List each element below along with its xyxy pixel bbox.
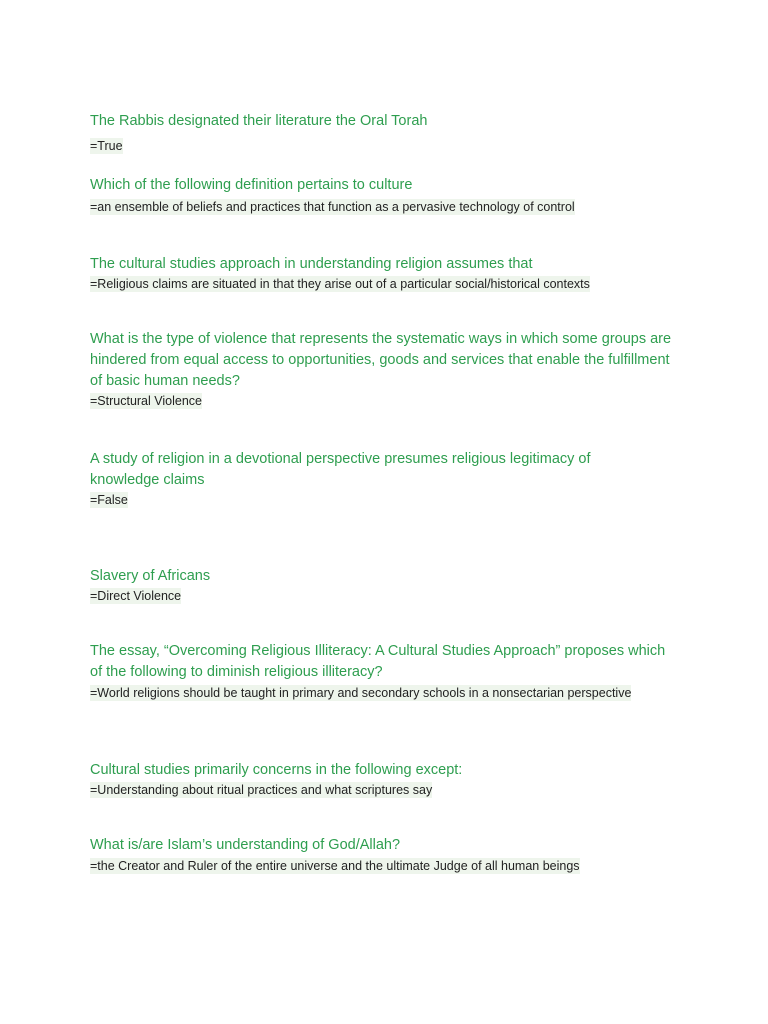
answer-text: =Religious claims are situated in that they arise out of a particular social/historical contexts — [90, 277, 590, 291]
question-text: What is/are Islam’s understanding of God/Allah? — [90, 837, 401, 853]
answer-text: =Understanding about ritual practices and what scriptures say — [90, 783, 433, 797]
answer-text: =World religions should be taught in primary and secondary schools in a nonsectarian perspective — [90, 686, 632, 700]
answer-text: =the Creator and Ruler of the entire universe and the ultimate Judge of all human beings — [90, 859, 580, 873]
question-text: Cultural studies primarily concerns in the following except: — [90, 762, 463, 778]
answer-text: =an ensemble of beliefs and practices that function as a pervasive technology of control — [90, 200, 575, 214]
question-text: What is the type of violence that represents the systematic ways in which some groups are hindered from equal access to opportunities, goods and services that enable the fulfillment of basic human needs? — [90, 331, 672, 389]
qa-item — [90, 175, 690, 216]
qa-item — [90, 111, 690, 155]
qa-item — [90, 449, 650, 509]
question-text: The essay, “Overcoming Religious Illiteracy: A Cultural Studies Approach” proposes which of the following to diminish religious illiteracy? — [90, 643, 666, 680]
answer-text: =True — [90, 139, 123, 153]
qa-item — [90, 641, 670, 702]
answer-text: =Direct Violence — [90, 589, 182, 603]
qa-item — [90, 566, 690, 605]
qa-item — [90, 835, 690, 875]
question-text: The Rabbis designated their literature the Oral Torah — [90, 113, 428, 129]
qa-item — [90, 760, 690, 799]
answer-text: =False — [90, 493, 128, 507]
qa-item — [90, 329, 680, 410]
question-text: Which of the following definition pertains to culture — [90, 177, 413, 193]
question-text: A study of religion in a devotional perspective presumes religious legitimacy of knowledge claims — [90, 451, 591, 488]
qa-item — [90, 254, 690, 293]
question-text: The cultural studies approach in understanding religion assumes that — [90, 256, 533, 272]
question-text: Slavery of Africans — [90, 568, 211, 584]
answer-text: =Structural Violence — [90, 394, 202, 408]
